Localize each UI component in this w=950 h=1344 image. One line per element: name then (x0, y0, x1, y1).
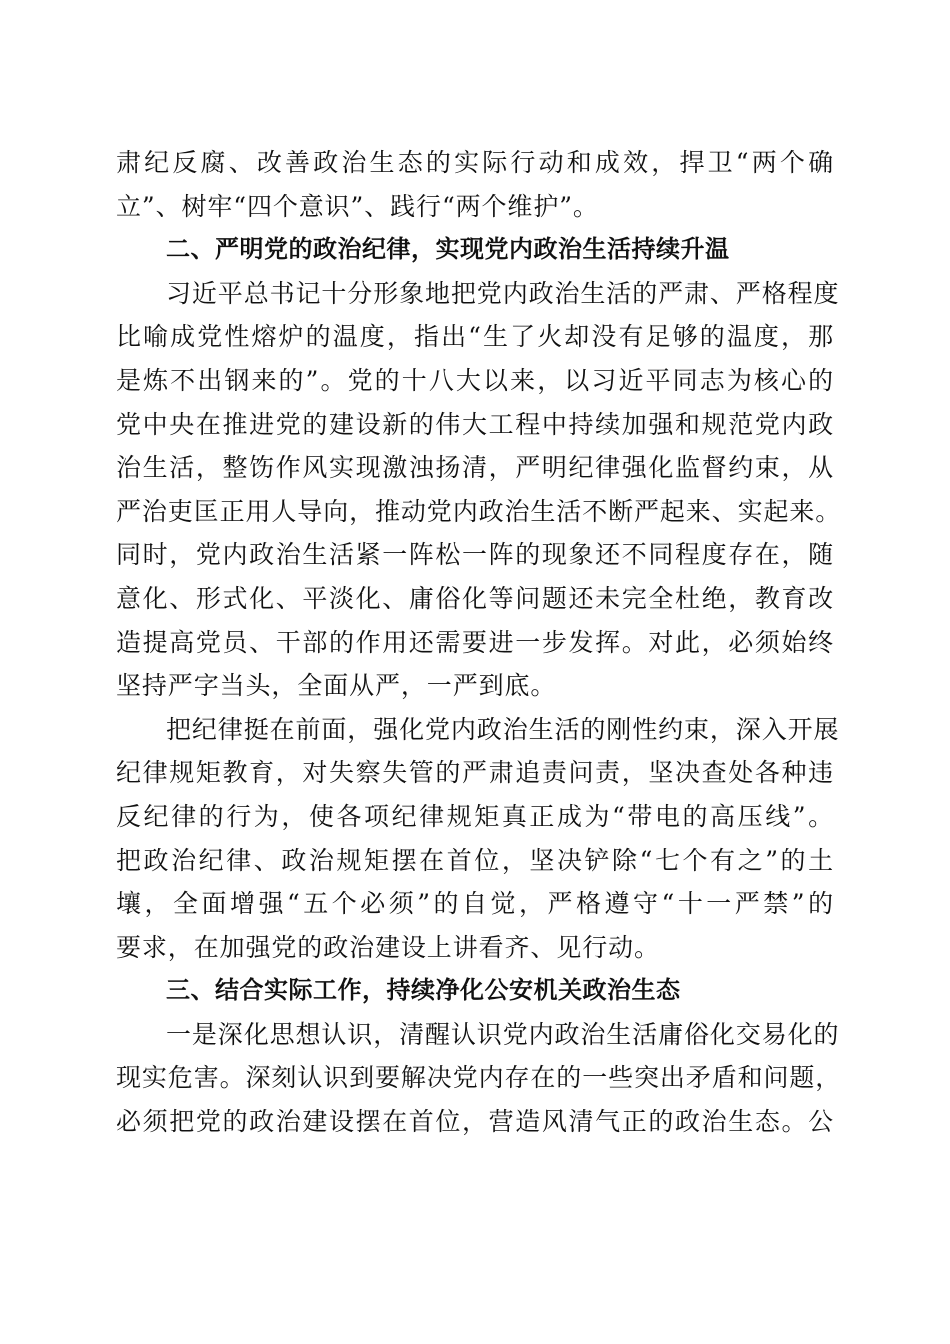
paragraph-line: 壤，全面增强“五个必须”的自觉，严格遵守“十一严禁”的 (116, 889, 834, 919)
paragraph-line: 治生活，整饬作风实现激浊扬清，严明纪律强化监督约束，从 (116, 453, 834, 483)
section-heading: 三、结合实际工作，持续净化公安机关政治生态 (166, 976, 681, 1005)
paragraph-line: 坚持严字当头，全面从严，一严到底。 (116, 671, 557, 701)
paragraph-line: 要求，在加强党的政治建设上讲看齐、见行动。 (116, 932, 660, 962)
document-body (116, 141, 842, 1144)
paragraph-line: 造提高党员、干部的作用还需要进一步发挥。对此，必须始终 (116, 627, 834, 657)
paragraph-line: 比喻成党性熔炉的温度，指出“生了火却没有足够的温度，那 (116, 322, 834, 352)
paragraph-line: 必须把党的政治建设摆在首位，营造风清气正的政治生态。公 (116, 1107, 834, 1137)
paragraph-line: 现实危害。深刻认识到要解决党内存在的一些突出矛盾和问题， (116, 1063, 842, 1093)
paragraph-line: 反纪律的行为，使各项纪律规矩真正成为“带电的高压线”。 (116, 801, 834, 831)
paragraph-line: 严治吏匡正用人导向，推动党内政治生活不断严起来、实起来。 (116, 496, 842, 526)
paragraph-line: 把政治纪律、政治规矩摆在首位，坚决铲除“七个有之”的土 (116, 845, 834, 875)
paragraph-line: 一是深化思想认识，清醒认识党内政治生活庸俗化交易化的 (166, 1019, 840, 1049)
paragraph-line: 是炼不出钢来的”。党的十八大以来，以习近平同志为核心的 (116, 365, 834, 395)
paragraph-line: 把纪律挺在前面，强化党内政治生活的刚性约束，深入开展 (166, 714, 840, 744)
paragraph-line: 党中央在推进党的建设新的伟大工程中持续加强和规范党内政 (116, 409, 834, 439)
paragraph-line: 意化、形式化、平淡化、庸俗化等问题还未完全杜绝，教育改 (116, 583, 834, 613)
paragraph-line: 习近平总书记十分形象地把党内政治生活的严肃、严格程度 (166, 278, 840, 308)
paragraph-line: 同时，党内政治生活紧一阵松一阵的现象还不同程度存在，随 (116, 540, 834, 570)
paragraph-line: 肃纪反腐、改善政治生态的实际行动和成效，捍卫“两个确 (116, 148, 834, 177)
paragraph-line: 纪律规矩教育，对失察失管的严肃追责问责，坚决查处各种违 (116, 758, 834, 788)
section-heading: 二、严明党的政治纪律，实现党内政治生活持续升温 (166, 235, 730, 264)
paragraph-line: 立”、树牢“四个意识”、践行“两个维护”。 (116, 191, 599, 221)
